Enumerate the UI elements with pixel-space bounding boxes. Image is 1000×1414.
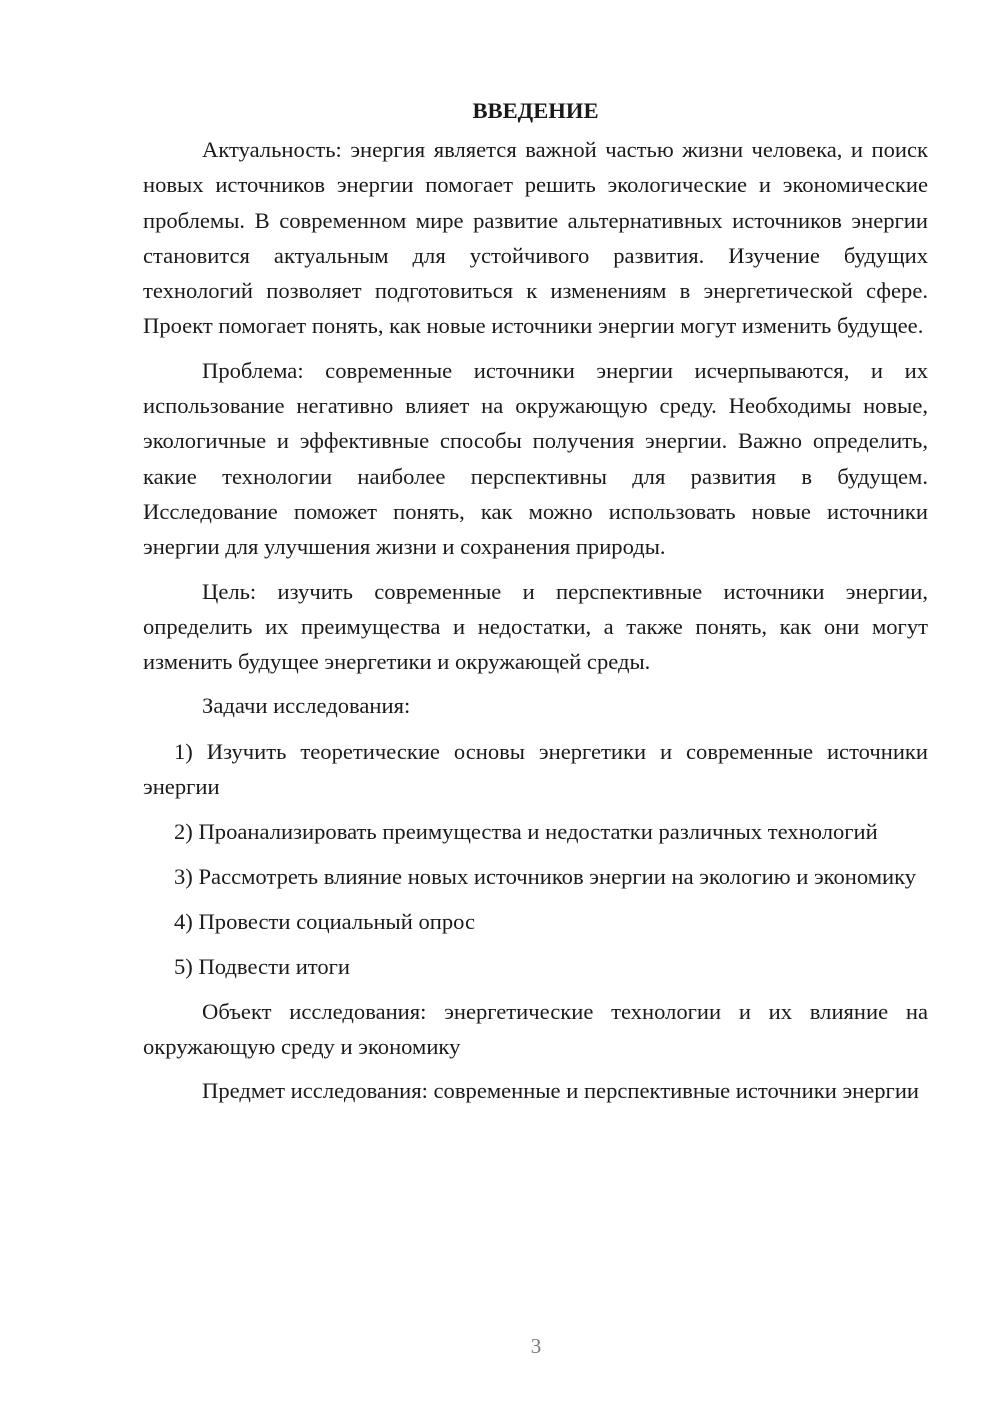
research-object-paragraph: Объект исследования: энергетические технологии и их влияние на окружающую среду и экономику xyxy=(143,998,928,1060)
research-subject-paragraph: Предмет исследования: современные и перспективные источники энергии xyxy=(202,1078,920,1104)
goal-paragraph: Цель: изучить современные и перспективные источники энергии, определить их преимущества и недостатки, а также понять, как они могут изменить будущее энергетики и окружающей среды. xyxy=(143,578,928,675)
task-item: 5) Подвести итоги xyxy=(174,953,351,979)
section-heading: ВВЕДЕНИЕ xyxy=(472,98,599,123)
task-item: 1) Изучить теоретические основы энергетики и современные источники энергии xyxy=(143,738,928,799)
relevance-paragraph: Актуальность: энергия является важной частью жизни человека, и поиск новых источников энергии помогает решить экологические и экономические проблемы. В современном мире развитие альтернативных источников энергии становится актуальным для устойчивого развития. Изучение будущих технологий позволяет подготовиться к изменениям в энергетической сфере. Проект помогает понять, как новые источники энергии могут изменить будущее. xyxy=(143,137,928,339)
task-item: 3) Рассмотреть влияние новых источников энергии на экологию и экономику xyxy=(174,863,917,889)
task-item: 2) Проанализировать преимущества и недостатки различных технологий xyxy=(174,818,878,844)
tasks-list xyxy=(143,734,928,984)
task-item: 4) Провести социальный опрос xyxy=(174,908,476,934)
tasks-heading: Задачи исследования: xyxy=(202,693,411,719)
problem-paragraph: Проблема: современные источники энергии исчерпываются, и их использование негативно влияет на окружающую среду. Необходимы новые, экологичные и эффективные способы получения энергии. Важно определить, какие технологии наиболее перспективны для развития в будущем. Исследование поможет понять, как можно использовать новые источники энергии для улучшения жизни и сохранения природы. xyxy=(143,357,928,560)
page-number: 3 xyxy=(530,1334,542,1358)
page-content xyxy=(143,94,928,1118)
